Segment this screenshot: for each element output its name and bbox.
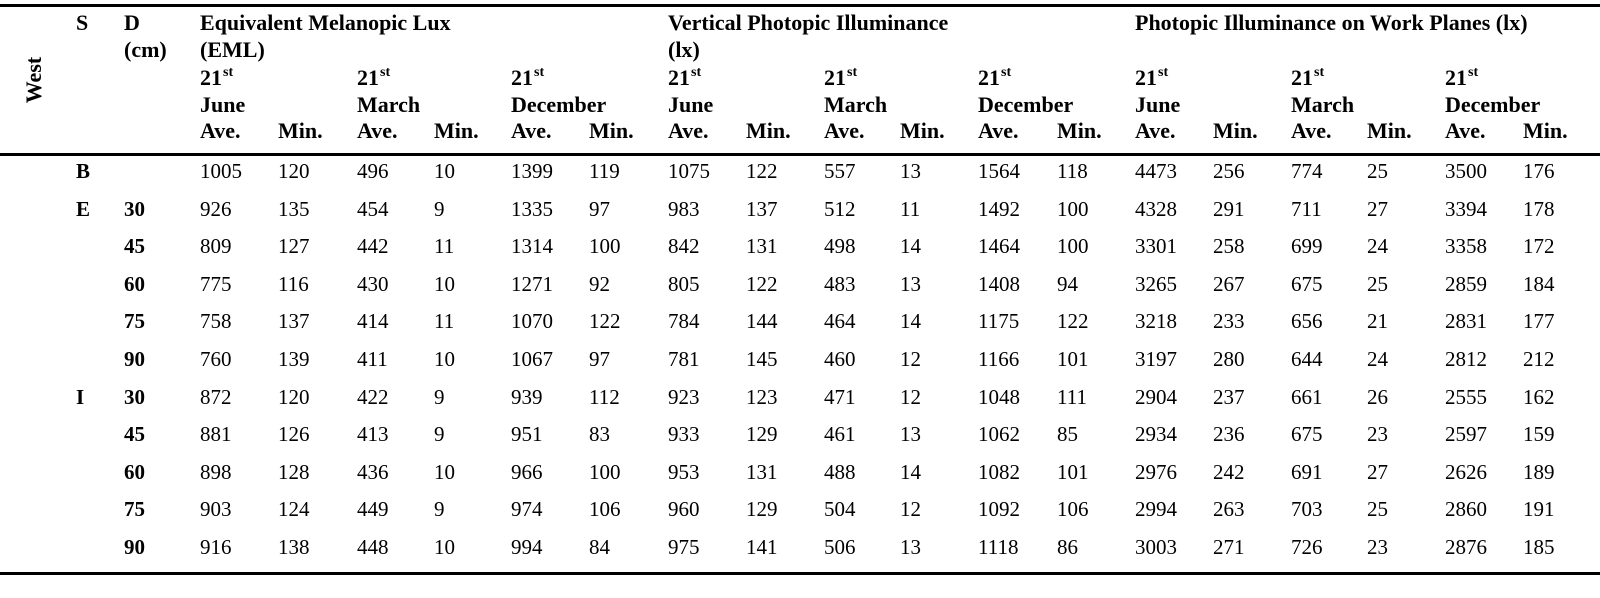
table-cell: 97	[589, 347, 610, 371]
table-cell: 189	[1523, 459, 1555, 484]
table-cell: 128	[278, 459, 310, 484]
table-cell: 781	[668, 347, 700, 371]
table-cell: 13	[900, 535, 921, 559]
table-cell: 774	[1291, 159, 1323, 183]
table-cell: 454	[357, 196, 389, 221]
table-cell: 122	[746, 159, 778, 183]
table-cell: 2831	[1445, 309, 1487, 334]
table-cell: 10	[434, 459, 455, 484]
table-cell: 137	[278, 309, 310, 334]
table-cell: 983	[668, 196, 700, 221]
table-cell: 1175	[978, 309, 1020, 334]
table-cell: 10	[434, 347, 455, 371]
table-cell: 25	[1367, 271, 1388, 296]
table-cell: 464	[824, 309, 856, 334]
row-d-value: 60	[124, 459, 145, 484]
table-cell: 760	[200, 347, 232, 371]
table-cell: 1335	[511, 196, 553, 221]
date-month: March	[357, 92, 421, 117]
date-day	[824, 67, 857, 89]
date-day	[1445, 67, 1478, 89]
table-cell: 237	[1213, 384, 1245, 409]
table-cell: 112	[589, 384, 620, 409]
table-cell: 118	[1057, 159, 1088, 183]
table-cell: 21	[1367, 309, 1388, 334]
date-day-number: 21	[357, 65, 379, 90]
table-cell: 9	[434, 497, 445, 522]
date-day-suffix: st	[1468, 65, 1479, 80]
ave-header: Ave.	[357, 118, 398, 143]
table-cell: 97	[589, 196, 610, 221]
table-cell: 448	[357, 535, 389, 559]
table-cell: 3394	[1445, 196, 1487, 221]
date-month: December	[1445, 92, 1541, 117]
date-day-number: 21	[824, 65, 846, 90]
table-cell: 83	[589, 422, 610, 447]
table-cell: 131	[746, 459, 778, 484]
row-d-value: 90	[124, 535, 145, 559]
table-cell: 126	[278, 422, 310, 447]
ave-header: Ave.	[1135, 118, 1176, 143]
date-day	[200, 67, 233, 89]
table-cell: 898	[200, 459, 232, 484]
table-cell: 784	[668, 309, 700, 334]
table-cell: 2626	[1445, 459, 1487, 484]
col-d-header: D	[124, 10, 140, 35]
date-day	[1135, 67, 1168, 89]
table-cell: 1464	[978, 234, 1020, 259]
table-cell: 1062	[978, 422, 1020, 447]
date-day-number: 21	[978, 65, 1000, 90]
table-cell: 236	[1213, 422, 1245, 447]
row-d-value: 90	[124, 347, 145, 371]
date-month: December	[978, 92, 1074, 117]
table-cell: 691	[1291, 459, 1323, 484]
table-cell: 131	[746, 234, 778, 259]
table-cell: 1092	[978, 497, 1020, 522]
table-cell: 442	[357, 234, 389, 259]
table-cell: 939	[511, 384, 543, 409]
date-day-number: 21	[200, 65, 222, 90]
table-cell: 994	[511, 535, 543, 559]
table-cell: 903	[200, 497, 232, 522]
table-cell: 141	[746, 535, 778, 559]
table-cell: 711	[1291, 196, 1322, 221]
table-cell: 2812	[1445, 347, 1487, 371]
table-cell: 656	[1291, 309, 1323, 334]
table-cell: 809	[200, 234, 232, 259]
group-title-unit: (lx)	[668, 37, 700, 62]
top-rule	[0, 4, 1600, 7]
row-d-value: 45	[124, 422, 145, 447]
date-day-suffix: st	[380, 65, 391, 80]
table-cell: 881	[200, 422, 232, 447]
table-cell: 256	[1213, 159, 1245, 183]
table-cell: 92	[589, 271, 610, 296]
table-cell: 460	[824, 347, 856, 371]
row-s-label: I	[76, 384, 85, 409]
table-cell: 172	[1523, 234, 1555, 259]
table-cell: 675	[1291, 422, 1323, 447]
date-day-suffix: st	[534, 65, 545, 80]
table-cell: 3003	[1135, 535, 1177, 559]
table-cell: 557	[824, 159, 856, 183]
table-cell: 10	[434, 271, 455, 296]
ave-header: Ave.	[1445, 118, 1486, 143]
table-cell: 9	[434, 422, 445, 447]
table-cell: 12	[900, 347, 921, 371]
table-cell: 726	[1291, 535, 1323, 559]
min-header: Min.	[1367, 118, 1412, 143]
table-cell: 2904	[1135, 384, 1177, 409]
table-cell: 100	[589, 459, 621, 484]
table-cell: 120	[278, 384, 310, 409]
table-cell: 111	[1057, 384, 1087, 409]
table-cell: 184	[1523, 271, 1555, 296]
table-cell: 138	[278, 535, 310, 559]
min-header: Min.	[1213, 118, 1258, 143]
table-cell: 10	[434, 159, 455, 183]
group-title-unit: (EML)	[200, 37, 265, 62]
table-cell: 242	[1213, 459, 1245, 484]
table-cell: 498	[824, 234, 856, 259]
row-d-value: 75	[124, 309, 145, 334]
ave-header: Ave.	[824, 118, 865, 143]
side-label-west: West	[21, 56, 46, 104]
table-cell: 145	[746, 347, 778, 371]
table-cell: 176	[1523, 159, 1555, 183]
table-cell: 178	[1523, 196, 1555, 221]
date-day-suffix: st	[1314, 65, 1325, 80]
table-cell: 953	[668, 459, 700, 484]
table-cell: 267	[1213, 271, 1245, 296]
row-d-value: 60	[124, 271, 145, 296]
date-day-suffix: st	[1158, 65, 1169, 80]
table-cell: 13	[900, 422, 921, 447]
bottom-rule	[0, 572, 1600, 575]
table-cell: 1075	[668, 159, 710, 183]
table-cell: 116	[278, 271, 309, 296]
table-cell: 27	[1367, 459, 1388, 484]
table-cell: 1005	[200, 159, 242, 183]
table-cell: 12	[900, 384, 921, 409]
table-cell: 872	[200, 384, 232, 409]
table-cell: 1271	[511, 271, 553, 296]
table-cell: 471	[824, 384, 856, 409]
table-cell: 3265	[1135, 271, 1177, 296]
date-day	[1291, 67, 1324, 89]
table-cell: 422	[357, 384, 389, 409]
ave-header: Ave.	[511, 118, 552, 143]
date-month: March	[824, 92, 888, 117]
table-cell: 3358	[1445, 234, 1487, 259]
table-cell: 86	[1057, 535, 1078, 559]
table-cell: 11	[434, 309, 455, 334]
table-cell: 106	[589, 497, 621, 522]
table-cell: 916	[200, 535, 232, 559]
date-month: June	[200, 92, 246, 117]
table-cell: 24	[1367, 234, 1388, 259]
min-header: Min.	[434, 118, 479, 143]
date-month: December	[511, 92, 607, 117]
table-cell: 449	[357, 497, 389, 522]
table-cell: 923	[668, 384, 700, 409]
table-cell: 129	[746, 497, 778, 522]
date-day-number: 21	[1135, 65, 1157, 90]
table-cell: 12	[900, 497, 921, 522]
date-day	[511, 67, 544, 89]
table-cell: 10	[434, 535, 455, 559]
table-cell: 23	[1367, 422, 1388, 447]
table-cell: 100	[1057, 196, 1089, 221]
table-cell: 758	[200, 309, 232, 334]
table-cell: 512	[824, 196, 856, 221]
row-s-label: E	[76, 196, 91, 221]
table-cell: 703	[1291, 497, 1323, 522]
table-cell: 14	[900, 459, 921, 484]
table-cell: 3301	[1135, 234, 1177, 259]
table-cell: 11	[434, 234, 455, 259]
date-day-suffix: st	[1001, 65, 1012, 80]
table-cell: 25	[1367, 159, 1388, 183]
date-month: June	[1135, 92, 1181, 117]
date-month: June	[668, 92, 714, 117]
table-cell: 127	[278, 234, 310, 259]
table-cell: 14	[900, 234, 921, 259]
table-cell: 191	[1523, 497, 1555, 522]
date-day	[668, 67, 701, 89]
row-d-value: 45	[124, 234, 145, 259]
table-cell: 122	[589, 309, 621, 334]
ave-header: Ave.	[1291, 118, 1332, 143]
table-cell: 975	[668, 535, 700, 559]
table-cell: 4328	[1135, 196, 1177, 221]
table-cell: 14	[900, 309, 921, 334]
table-cell: 258	[1213, 234, 1245, 259]
table-cell: 139	[278, 347, 310, 371]
table-cell: 94	[1057, 271, 1078, 296]
date-day-suffix: st	[691, 65, 702, 80]
table-cell: 1070	[511, 309, 553, 334]
table-cell: 411	[357, 347, 388, 371]
table-cell: 2597	[1445, 422, 1487, 447]
table-cell: 1082	[978, 459, 1020, 484]
table-cell: 106	[1057, 497, 1089, 522]
table-cell: 430	[357, 271, 389, 296]
table-cell: 13	[900, 159, 921, 183]
table-cell: 2994	[1135, 497, 1177, 522]
table-cell: 2876	[1445, 535, 1487, 559]
table-cell: 120	[278, 159, 310, 183]
table-cell: 661	[1291, 384, 1323, 409]
table-cell: 177	[1523, 309, 1555, 334]
table-cell: 119	[589, 159, 620, 183]
table-cell: 496	[357, 159, 389, 183]
table-cell: 1564	[978, 159, 1020, 183]
table-cell: 3500	[1445, 159, 1487, 183]
table-cell: 101	[1057, 347, 1089, 371]
table-cell: 1118	[978, 535, 1019, 559]
table-cell: 100	[589, 234, 621, 259]
table-cell: 951	[511, 422, 543, 447]
table-cell: 414	[357, 309, 389, 334]
table-cell: 100	[1057, 234, 1089, 259]
table-cell: 413	[357, 422, 389, 447]
date-day-suffix: st	[847, 65, 858, 80]
col-d-unit: (cm)	[124, 37, 167, 62]
table-cell: 122	[746, 271, 778, 296]
table-cell: 25	[1367, 497, 1388, 522]
date-day-number: 21	[1291, 65, 1313, 90]
table-cell: 1408	[978, 271, 1020, 296]
date-day	[978, 67, 1011, 89]
ave-header: Ave.	[978, 118, 1019, 143]
table-cell: 1067	[511, 347, 553, 371]
group-title: Equivalent Melanopic Lux	[200, 10, 451, 35]
group-title: Vertical Photopic Illuminance	[668, 10, 949, 35]
table-cell: 27	[1367, 196, 1388, 221]
date-day-number: 21	[511, 65, 533, 90]
min-header: Min.	[1057, 118, 1102, 143]
table-cell: 123	[746, 384, 778, 409]
ave-header: Ave.	[668, 118, 709, 143]
table-cell: 24	[1367, 347, 1388, 371]
table-cell: 212	[1523, 347, 1555, 371]
table-cell: 135	[278, 196, 310, 221]
table-cell: 4473	[1135, 159, 1177, 183]
table-cell: 85	[1057, 422, 1078, 447]
table-cell: 1166	[978, 347, 1020, 371]
table-cell: 842	[668, 234, 700, 259]
table-cell: 483	[824, 271, 856, 296]
table-cell: 2934	[1135, 422, 1177, 447]
table-cell: 101	[1057, 459, 1089, 484]
table-cell: 129	[746, 422, 778, 447]
table-cell: 699	[1291, 234, 1323, 259]
table-cell: 675	[1291, 271, 1323, 296]
table-cell: 974	[511, 497, 543, 522]
table-cell: 1314	[511, 234, 553, 259]
group-title: Photopic Illuminance on Work Planes (lx)	[1135, 10, 1528, 35]
row-d-value: 30	[124, 196, 145, 221]
table-cell: 3197	[1135, 347, 1177, 371]
table-cell: 2859	[1445, 271, 1487, 296]
table-cell: 84	[589, 535, 610, 559]
date-day-suffix: st	[223, 65, 234, 80]
date-day-number: 21	[1445, 65, 1467, 90]
row-d-value: 30	[124, 384, 145, 409]
table-cell: 11	[900, 196, 921, 221]
table-cell: 2860	[1445, 497, 1487, 522]
table-cell: 9	[434, 196, 445, 221]
table-cell: 162	[1523, 384, 1555, 409]
table-cell: 137	[746, 196, 778, 221]
table-cell: 506	[824, 535, 856, 559]
table-cell: 960	[668, 497, 700, 522]
table-cell: 1492	[978, 196, 1020, 221]
table-cell: 436	[357, 459, 389, 484]
table-cell: 3218	[1135, 309, 1177, 334]
table-cell: 9	[434, 384, 445, 409]
ave-header: Ave.	[200, 118, 241, 143]
table-cell: 966	[511, 459, 543, 484]
table-cell: 271	[1213, 535, 1245, 559]
table-cell: 23	[1367, 535, 1388, 559]
table-cell: 2976	[1135, 459, 1177, 484]
table-cell: 1399	[511, 159, 553, 183]
date-month: March	[1291, 92, 1355, 117]
min-header: Min.	[900, 118, 945, 143]
row-s-label: B	[76, 159, 91, 183]
min-header: Min.	[589, 118, 634, 143]
table-cell: 291	[1213, 196, 1245, 221]
row-d-value: 75	[124, 497, 145, 522]
table-cell: 233	[1213, 309, 1245, 334]
table-cell: 122	[1057, 309, 1089, 334]
table-cell: 159	[1523, 422, 1555, 447]
header-rule	[0, 153, 1600, 156]
table-cell: 488	[824, 459, 856, 484]
table-cell: 775	[200, 271, 232, 296]
table-cell: 933	[668, 422, 700, 447]
table-cell: 13	[900, 271, 921, 296]
table-cell: 280	[1213, 347, 1245, 371]
table-cell: 805	[668, 271, 700, 296]
table-cell: 644	[1291, 347, 1323, 371]
date-day	[357, 67, 390, 89]
min-header: Min.	[1523, 118, 1568, 143]
col-s-header: S	[76, 10, 89, 35]
min-header: Min.	[278, 118, 323, 143]
table-cell: 926	[200, 196, 232, 221]
table-cell: 263	[1213, 497, 1245, 522]
table-cell: 26	[1367, 384, 1388, 409]
table-cell: 461	[824, 422, 856, 447]
table-cell: 144	[746, 309, 778, 334]
table-cell: 185	[1523, 535, 1555, 559]
min-header: Min.	[746, 118, 791, 143]
table-cell: 124	[278, 497, 310, 522]
table-cell: 1048	[978, 384, 1020, 409]
table-cell: 504	[824, 497, 856, 522]
date-day-number: 21	[668, 65, 690, 90]
table-cell: 2555	[1445, 384, 1487, 409]
